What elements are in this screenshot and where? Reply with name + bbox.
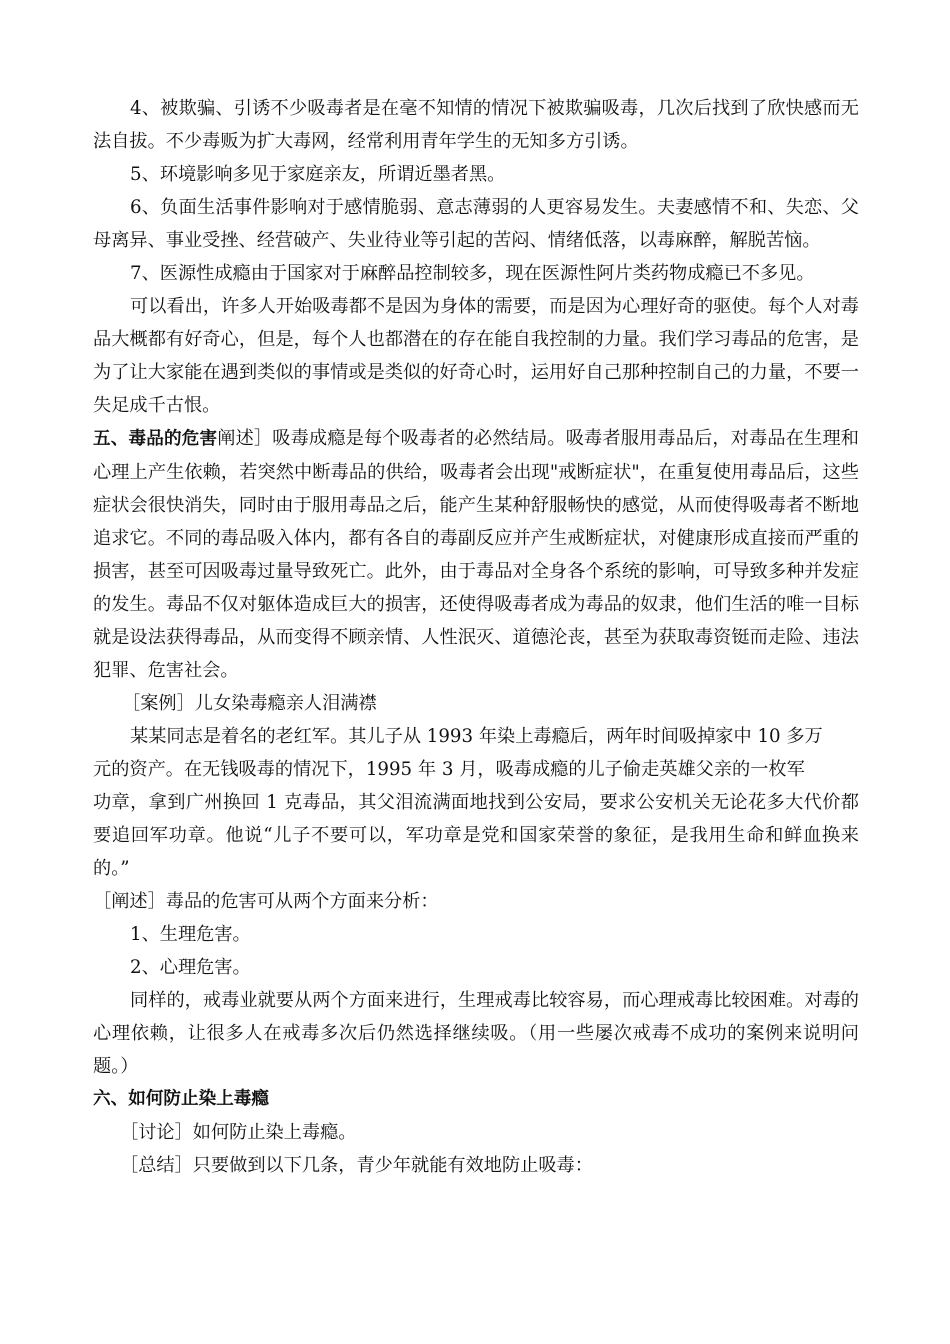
analysis-intro: ［阐述］毒品的危害可从两个方面来分析：: [93, 891, 439, 912]
paragraph-cause-6: 6、负面生活事件影响对于感情脆弱、意志薄弱的人更容易发生。夫妻感情不和、失恋、父母离异、事业受挫、经营破产、失业待业等引起的苦闷、情绪低落，以毒麻醉，解脱苦恼。: [93, 197, 859, 251]
paragraph-cause-5: 5、环境影响多见于家庭亲友，所谓近墨者黑。: [130, 164, 506, 185]
case-title: ［案例］儿女染毒瘾亲人泪满襟: [122, 693, 377, 714]
harm-physical: 1、生理危害。: [130, 924, 251, 945]
paragraph-summary: 可以看出，许多人开始吸毒都不是因为身体的需要，而是因为心理好奇的驱使。每个人对毒品大概都有好奇心，但是，每个人也都潜在的存在能自我控制的力量。我们学习毒品的危害，是为了让大家能在遇到类似的事情或是类似的好奇心时，运用好自己那种控制自己的力量，不要一失足成千古恨。: [93, 296, 859, 416]
section-5: [93, 422, 859, 687]
case-body-line-3: 功章，拿到广州换回 1 克毒品，其父泪流满面地找到公安局，要求公安机关无论花多大代价都要追回军功章。他说“儿子不要可以，军功章是党和国家荣誉的象征，是我用生命和鲜血换来的。”: [93, 792, 859, 879]
section-5-body: 阐述］吸毒成瘾是每个吸毒者的必然结局。吸毒者服用毒品后，对毒品在生理和心理上产生依赖，若突然中断毒品的供给，吸毒者会出现"戒断症状"，在重复使用毒品后，这些症状会很快消失，同时由于服用毒品之后，能产生某种舒服畅快的感觉，从而使得吸毒者不断地追求它。不同的毒品吸入体内，都有各自的毒副反应并产生戒断症状，对健康形成直接而严重的损害，甚至可因吸毒过量导致死亡。此外，由于毒品对全身各个系统的影响，可导致多种并发症的发生。毒品不仅对躯体造成巨大的损害，还使得吸毒者成为毒品的奴隶，他们生活的唯一目标就是设法获得毒品，从而变得不顾亲情、人性泯灭、道德沦丧，甚至为获取毒资铤而走险、违法犯罪、危害社会。: [93, 428, 859, 681]
case-body-line-1: 某某同志是着名的老红军。其儿子从 1993 年染上毒瘾后，两年时间吸掉家中 10 多万: [130, 726, 823, 747]
paragraph-cause-4: 4、被欺骗、引诱不少吸毒者是在毫不知情的情况下被欺骗吸毒，几次后找到了欣快感而无法自拔。不少毒贩为扩大毒网，经常利用青年学生的无知多方引诱。: [93, 98, 859, 152]
conclusion-line: ［总结］只要做到以下几条，青少年就能有效地防止吸毒：: [120, 1155, 593, 1176]
section-5-heading: 五、毒品的危害: [93, 429, 218, 449]
harm-psychological: 2、心理危害。: [130, 957, 251, 978]
section-6-heading: 六、如何防止染上毒瘾: [93, 1089, 269, 1109]
paragraph-cause-7: 7、医源性成瘾由于国家对于麻醉品控制较多，现在医源性阿片类药物成瘾已不多见。: [130, 263, 815, 284]
paragraph-rehab: 同样的，戒毒业就要从两个方面来进行，生理戒毒比较容易，而心理戒毒比较困难。对毒的心理依赖，让很多人在戒毒多次后仍然选择继续吸。（用一些屡次戒毒不成功的案例来说明问题。）: [93, 990, 859, 1077]
discussion-line: ［讨论］如何防止染上毒瘾。: [120, 1122, 357, 1143]
document-page: [93, 92, 859, 1182]
case-body-line-2: 元的资产。在无钱吸毒的情况下，1995 年 3 月，吸毒成瘾的儿子偷走英雄父亲的一枚军: [93, 759, 805, 780]
